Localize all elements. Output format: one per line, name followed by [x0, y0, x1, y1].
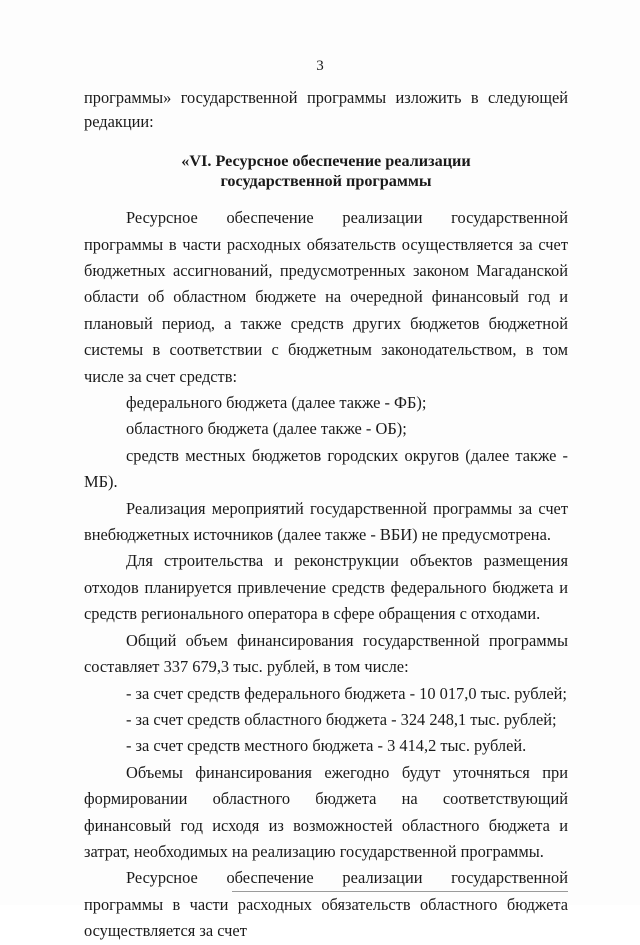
- list-item-local-amount: - за счет средств местного бюджета - 3 414,2 тыс. рублей.: [126, 736, 527, 756]
- section-heading-line-1: «VI. Ресурсное обеспечение реализации: [181, 152, 471, 171]
- list-item-local-budgets: средств местных бюджетов городских округов (далее также - МБ).: [84, 445, 568, 492]
- section-heading: [84, 151, 568, 191]
- intro-line-2: редакции:: [84, 111, 154, 131]
- paragraph-extrabudgetary: Реализация мероприятий государственной программы за счет внебюджетных источников (далее также - ВБИ) не предусмотрена.: [84, 498, 568, 545]
- bottom-rule: [232, 891, 568, 892]
- paragraph-total-funding: Общий объем финансирования государственной программы составляет 337 679,3 тыс. рублей, в том числе:: [84, 630, 568, 677]
- paragraph-construction: Для строительства и реконструкции объектов размещения отходов планируется привлечение средств федерального бюджета и средств регионального оператора в сфере обращения с отходами.: [84, 551, 568, 624]
- paragraph-resource-provision: Ресурсное обеспечение реализации государственной программы в части расходных обязательств осуществляется за счет бюджетных ассигнований, предусмотренных законом Магаданской области об областном бюджете на очередной финансовый год и плановый период, а также средств других бюджетов бюджетной системы в соответствии с бюджетным законодательством, в том числе за счет средств:: [84, 208, 568, 386]
- paragraph-regional-obligations: Ресурсное обеспечение реализации государственной программы в части расходных обязательств областного бюджета осуществляется за счет: [84, 868, 568, 941]
- intro-line-1: программы» государственной программы изложить в следующей: [84, 88, 568, 107]
- paragraph-funding-refinement: Объемы финансирования ежегодно будут уточняться при формировании областного бюджета на соответствующий финансовый год исходя из возможностей областного бюджета и затрат, необходимых на реализацию государственной программы.: [84, 762, 568, 861]
- list-item-regional-budget: областного бюджета (далее также - ОБ);: [126, 419, 407, 439]
- list-item-regional-amount: - за счет средств областного бюджета - 324 248,1 тыс. рублей;: [126, 709, 557, 729]
- page-number: 3: [316, 58, 324, 74]
- section-heading-line-2: государственной программы: [220, 172, 432, 191]
- list-item-federal-budget: федерального бюджета (далее также - ФБ);: [126, 393, 427, 413]
- list-item-federal-amount: - за счет средств федерального бюджета - 10 017,0 тыс. рублей;: [126, 683, 567, 703]
- document-body: [84, 86, 568, 945]
